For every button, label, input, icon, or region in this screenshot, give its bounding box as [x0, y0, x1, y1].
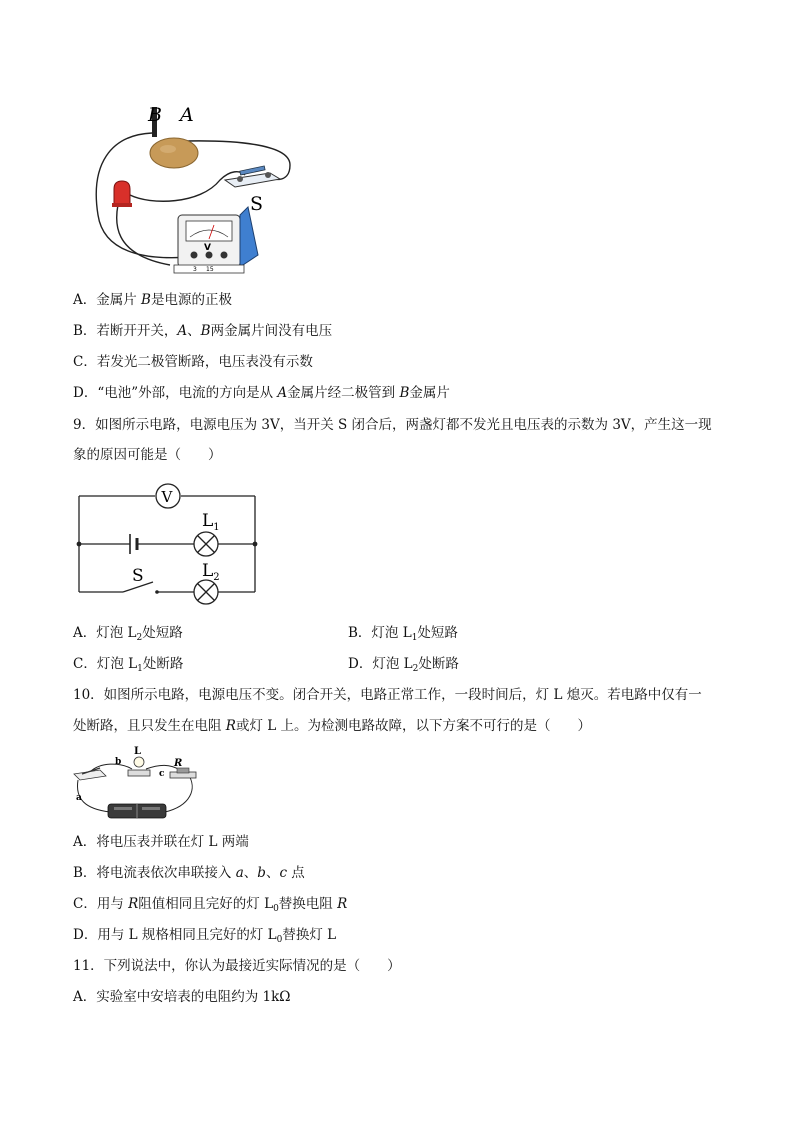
- q9b-suffix: 处短路: [417, 625, 458, 641]
- q11-stem: 11．下列说法中，你认为最接近实际情况的是（ ）: [73, 958, 401, 974]
- q9b-prefix: B．灯泡 L: [348, 625, 412, 641]
- q9-circuit-diagram: [75, 478, 265, 608]
- q8b-mid: 、: [187, 323, 201, 339]
- q8d-var2: B: [399, 385, 410, 401]
- label-a: A: [180, 104, 194, 126]
- q10c-var2: R: [337, 896, 348, 912]
- q10-label-c: c: [159, 769, 165, 779]
- q10c-mid: 阻值相同且完好的灯 L: [138, 896, 274, 912]
- q10-label-l: L: [134, 746, 142, 757]
- q8d-prefix: D．“电池”外部，电流的方向是从: [73, 385, 278, 401]
- q10c-sub: 0: [273, 904, 279, 914]
- q8-option-a: [73, 291, 232, 309]
- q9-option-c: [73, 655, 183, 673]
- q9c-prefix: C．灯泡 L: [73, 656, 138, 672]
- q10d-sub: 0: [276, 935, 283, 945]
- q10-line2-suffix: 或灯 L 上。为检测电路故障，以下方案不可行的是（ ）: [235, 718, 592, 734]
- q8b-prefix: B．若断开开关，: [73, 323, 178, 339]
- switch-label: S: [132, 566, 144, 586]
- q8-option-c: C．若发光二极管断路，电压表没有示数: [73, 354, 313, 370]
- q8d-var1: A: [277, 385, 288, 401]
- q10-line2-prefix: 处断路，且只发生在电阻: [73, 718, 226, 734]
- q8d-suffix: 金属片: [409, 385, 450, 401]
- voltmeter-v: V: [161, 488, 173, 506]
- q11-option-a: A．实验室中安培表的电阻约为 1kΩ: [73, 989, 291, 1005]
- q9-option-d: [348, 655, 459, 673]
- q8b-suffix: 两金属片间没有电压: [210, 323, 333, 339]
- q10c-prefix: C．用与: [73, 896, 129, 912]
- lamp1-sub: 1: [213, 522, 220, 533]
- q10-stem-line1: 10．如图所示电路，电源电压不变。闭合开关，电路正常工作，一段时间后，灯 L 熄灭。若电路中仅有一: [73, 687, 702, 703]
- q10-option-b: [73, 864, 305, 882]
- q9-stem-line1: 9．如图所示电路，电源电压为 3V，当开关 S 闭合后，两盏灯都不发光且电压表的示数为 3V，产生这一现: [73, 417, 712, 433]
- q10b-v2: b: [257, 865, 266, 881]
- q9-stem-line2: 象的原因可能是（ ）: [73, 447, 222, 463]
- q10-option-c: [73, 895, 347, 913]
- q10d-prefix: D．用与 L 规格相同且完好的灯 L: [73, 927, 277, 943]
- q9d-suffix: 处断路: [418, 656, 459, 672]
- q10-option-d: [73, 926, 336, 944]
- terminal-15-label: 15: [206, 266, 214, 273]
- q8a-var: B: [141, 292, 151, 308]
- q8b-var2: B: [200, 323, 211, 339]
- lamp1-label: L: [202, 511, 214, 531]
- q8a-suffix: 是电源的正极: [150, 292, 232, 308]
- q8b-var1: A: [177, 323, 188, 339]
- q9c-suffix: 处断路: [142, 656, 184, 672]
- q9d-prefix: D．灯泡 L: [348, 656, 413, 672]
- q9a-suffix: 处短路: [142, 625, 183, 641]
- voltmeter-symbol: V: [204, 243, 211, 253]
- q10-label-b: b: [115, 757, 122, 767]
- q10b-prefix: B．将电流表依次串联接入: [73, 865, 236, 881]
- q9-option-b: [348, 624, 458, 642]
- potato-battery-circuit-figure: [90, 95, 300, 280]
- q10d-suffix: 替换灯 L: [282, 927, 337, 943]
- q9c-sub: 1: [137, 664, 143, 674]
- q10b-v1: a: [235, 865, 244, 881]
- q10-stem-line2: [73, 717, 591, 735]
- q10-option-a: A．将电压表并联在灯 L 两端: [73, 834, 249, 850]
- q9b-sub: 1: [411, 633, 418, 643]
- q10-line2-var: R: [225, 718, 236, 734]
- label-s: S: [250, 193, 264, 215]
- q8a-prefix: A．金属片: [73, 292, 142, 308]
- svg-text:L1: [202, 511, 220, 533]
- q8-option-d: [73, 384, 450, 402]
- lamp2-label: L: [202, 561, 214, 581]
- q9d-sub: 2: [412, 664, 419, 674]
- svg-text:L2: [202, 561, 220, 583]
- q8-option-b: [73, 322, 332, 340]
- q9a-sub: 2: [136, 633, 143, 643]
- q9a-prefix: A．灯泡 L: [73, 625, 137, 641]
- q10c-var1: R: [128, 896, 139, 912]
- q10-label-a: a: [76, 793, 82, 803]
- q10b-s2: 、: [265, 865, 280, 881]
- q9-option-a: [73, 624, 183, 642]
- q10c-mid2: 替换电阻: [278, 896, 338, 912]
- q10-label-r: R: [174, 758, 183, 769]
- label-b: B: [148, 104, 162, 126]
- lamp2-sub: 2: [213, 572, 220, 583]
- q8d-mid: 金属片经二极管到: [287, 385, 400, 401]
- q10b-s1: 、: [243, 865, 258, 881]
- q10-circuit-figure: [70, 744, 200, 824]
- q10b-suffix: 点: [287, 865, 305, 881]
- q10b-v3: c: [279, 865, 287, 881]
- terminal-3-label: 3: [193, 266, 197, 273]
